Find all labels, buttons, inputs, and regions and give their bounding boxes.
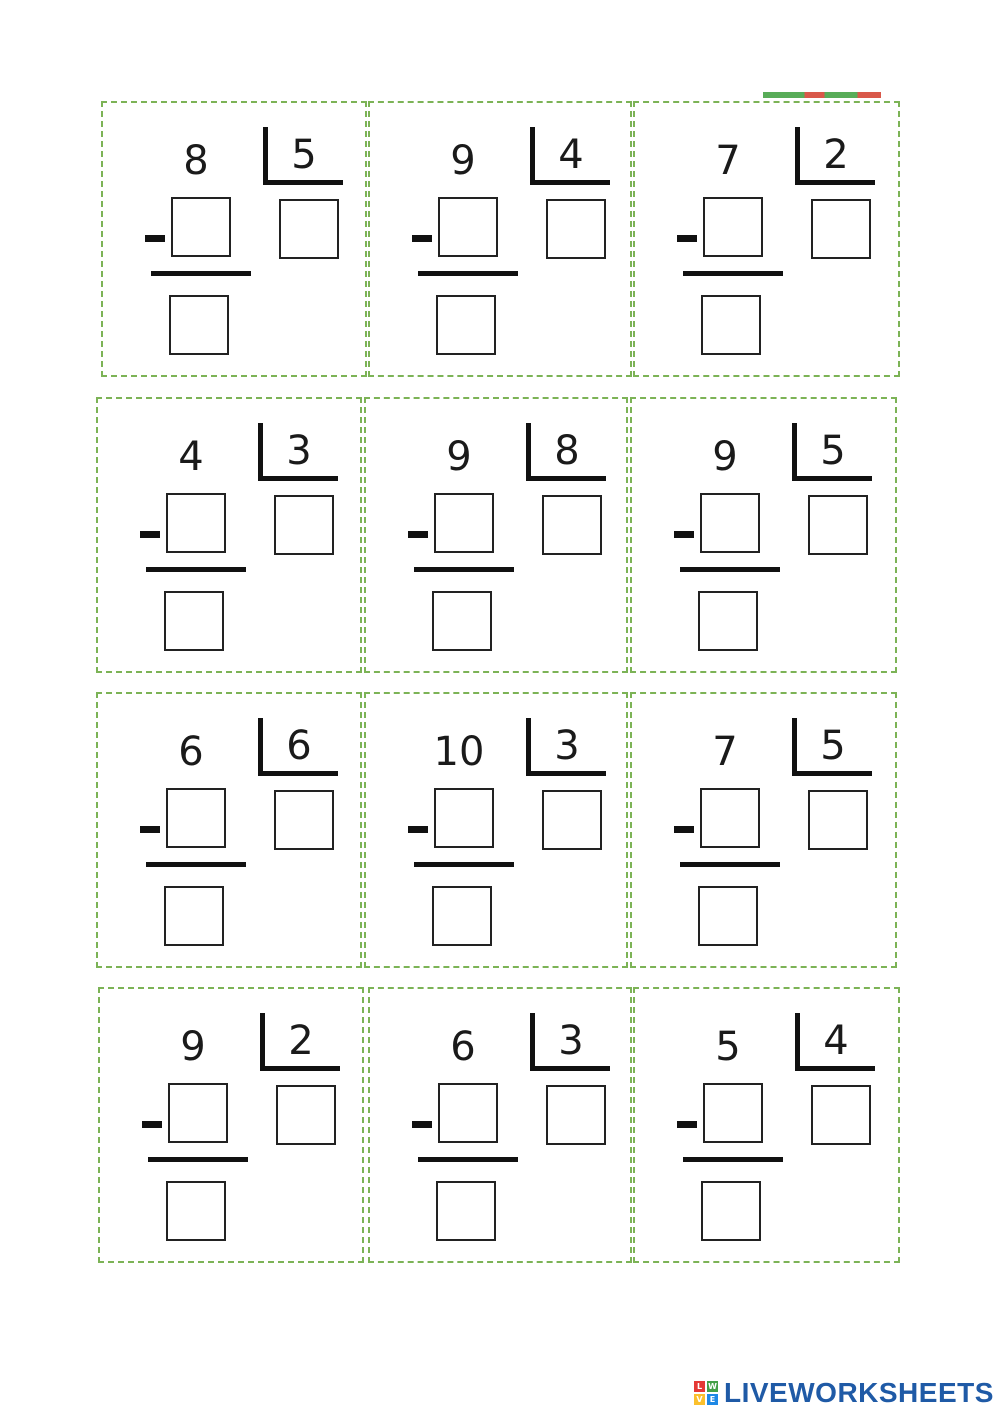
quotient-input-box[interactable] bbox=[546, 1085, 606, 1145]
division-bracket bbox=[263, 127, 343, 185]
quotient-input-box[interactable] bbox=[279, 199, 339, 259]
product-input-box[interactable] bbox=[434, 493, 494, 553]
remainder-input-box[interactable] bbox=[698, 886, 758, 946]
bracket-vertical-line bbox=[792, 423, 797, 481]
problem-card bbox=[364, 397, 628, 673]
quotient-input-box[interactable] bbox=[811, 199, 871, 259]
header-decoration bbox=[763, 92, 881, 98]
dividend: 7 bbox=[712, 729, 738, 775]
remainder-input-box[interactable] bbox=[436, 1181, 496, 1241]
bracket-horizontal-line bbox=[258, 476, 338, 481]
remainder-input-box[interactable] bbox=[166, 1181, 226, 1241]
quotient-input-box[interactable] bbox=[808, 495, 868, 555]
product-input-box[interactable] bbox=[171, 197, 231, 257]
minus-sign bbox=[140, 826, 160, 833]
divisor: 2 bbox=[823, 132, 849, 178]
subtraction-line bbox=[680, 567, 780, 572]
division-bracket bbox=[526, 423, 606, 481]
subtraction-line bbox=[414, 567, 514, 572]
product-input-box[interactable] bbox=[703, 197, 763, 257]
logo-letter: L bbox=[694, 1381, 705, 1392]
division-bracket bbox=[258, 718, 338, 776]
remainder-input-box[interactable] bbox=[698, 591, 758, 651]
divisor: 2 bbox=[288, 1018, 314, 1064]
division-bracket bbox=[260, 1013, 340, 1071]
bracket-vertical-line bbox=[258, 718, 263, 776]
dividend: 8 bbox=[183, 138, 209, 184]
dividend: 9 bbox=[450, 138, 476, 184]
problem-card bbox=[630, 692, 897, 968]
subtraction-line bbox=[146, 567, 246, 572]
quotient-input-box[interactable] bbox=[276, 1085, 336, 1145]
logo-letter: E bbox=[707, 1394, 718, 1405]
minus-sign bbox=[140, 531, 160, 538]
dividend: 9 bbox=[180, 1024, 206, 1070]
bracket-vertical-line bbox=[258, 423, 263, 481]
divisor: 4 bbox=[823, 1018, 849, 1064]
minus-sign bbox=[408, 826, 428, 833]
quotient-input-box[interactable] bbox=[542, 790, 602, 850]
subtraction-line bbox=[148, 1157, 248, 1162]
quotient-input-box[interactable] bbox=[274, 790, 334, 850]
divisor: 5 bbox=[820, 723, 846, 769]
minus-sign bbox=[145, 235, 165, 242]
divisor: 5 bbox=[820, 428, 846, 474]
division-bracket bbox=[530, 1013, 610, 1071]
dividend: 9 bbox=[712, 434, 738, 480]
bracket-horizontal-line bbox=[795, 180, 875, 185]
product-input-box[interactable] bbox=[166, 788, 226, 848]
minus-sign bbox=[677, 1121, 697, 1128]
subtraction-line bbox=[683, 271, 783, 276]
divisor: 3 bbox=[558, 1018, 584, 1064]
minus-sign bbox=[674, 826, 694, 833]
divisor: 4 bbox=[558, 132, 584, 178]
logo-text: LIVEWORKSHEETS bbox=[724, 1377, 994, 1408]
dividend: 9 bbox=[446, 434, 472, 480]
bracket-vertical-line bbox=[526, 423, 531, 481]
dividend: 4 bbox=[178, 434, 204, 480]
problem-card bbox=[96, 692, 362, 968]
bracket-horizontal-line bbox=[258, 771, 338, 776]
bracket-horizontal-line bbox=[530, 1066, 610, 1071]
subtraction-line bbox=[418, 1157, 518, 1162]
remainder-input-box[interactable] bbox=[436, 295, 496, 355]
logo-letter: V bbox=[694, 1394, 705, 1405]
bracket-vertical-line bbox=[530, 127, 535, 185]
division-bracket bbox=[530, 127, 610, 185]
divisor: 5 bbox=[291, 132, 317, 178]
bracket-horizontal-line bbox=[795, 1066, 875, 1071]
bracket-horizontal-line bbox=[526, 476, 606, 481]
product-input-box[interactable] bbox=[438, 197, 498, 257]
quotient-input-box[interactable] bbox=[274, 495, 334, 555]
quotient-input-box[interactable] bbox=[542, 495, 602, 555]
division-bracket bbox=[792, 718, 872, 776]
division-bracket bbox=[526, 718, 606, 776]
division-bracket bbox=[795, 1013, 875, 1071]
divisor: 3 bbox=[286, 428, 312, 474]
division-bracket bbox=[258, 423, 338, 481]
remainder-input-box[interactable] bbox=[432, 886, 492, 946]
bracket-vertical-line bbox=[795, 127, 800, 185]
minus-sign bbox=[677, 235, 697, 242]
bracket-horizontal-line bbox=[263, 180, 343, 185]
problem-card bbox=[101, 101, 367, 377]
divisor: 8 bbox=[554, 428, 580, 474]
division-bracket bbox=[792, 423, 872, 481]
minus-sign bbox=[408, 531, 428, 538]
subtraction-line bbox=[146, 862, 246, 867]
divisor: 3 bbox=[554, 723, 580, 769]
product-input-box[interactable] bbox=[700, 493, 760, 553]
product-input-box[interactable] bbox=[434, 788, 494, 848]
product-input-box[interactable] bbox=[700, 788, 760, 848]
quotient-input-box[interactable] bbox=[811, 1085, 871, 1145]
product-input-box[interactable] bbox=[438, 1083, 498, 1143]
bracket-horizontal-line bbox=[526, 771, 606, 776]
bracket-horizontal-line bbox=[260, 1066, 340, 1071]
remainder-input-box[interactable] bbox=[164, 886, 224, 946]
problem-card bbox=[98, 987, 364, 1263]
remainder-input-box[interactable] bbox=[164, 591, 224, 651]
dividend: 7 bbox=[715, 138, 741, 184]
bracket-horizontal-line bbox=[792, 771, 872, 776]
remainder-input-box[interactable] bbox=[701, 1181, 761, 1241]
product-input-box[interactable] bbox=[168, 1083, 228, 1143]
problem-card bbox=[96, 397, 362, 673]
product-input-box[interactable] bbox=[166, 493, 226, 553]
minus-sign bbox=[412, 235, 432, 242]
bracket-vertical-line bbox=[792, 718, 797, 776]
logo-icon bbox=[694, 1381, 718, 1405]
quotient-input-box[interactable] bbox=[808, 790, 868, 850]
dividend: 6 bbox=[450, 1024, 476, 1070]
subtraction-line bbox=[418, 271, 518, 276]
remainder-input-box[interactable] bbox=[701, 295, 761, 355]
bracket-vertical-line bbox=[795, 1013, 800, 1071]
bracket-vertical-line bbox=[530, 1013, 535, 1071]
liveworksheets-logo bbox=[694, 1376, 994, 1410]
bracket-horizontal-line bbox=[530, 180, 610, 185]
division-bracket bbox=[795, 127, 875, 185]
divisor: 6 bbox=[286, 723, 312, 769]
dividend: 10 bbox=[433, 729, 485, 775]
problem-card bbox=[630, 397, 897, 673]
remainder-input-box[interactable] bbox=[169, 295, 229, 355]
subtraction-line bbox=[414, 862, 514, 867]
subtraction-line bbox=[151, 271, 251, 276]
problem-card bbox=[633, 101, 900, 377]
problem-card bbox=[633, 987, 900, 1263]
problem-card bbox=[368, 101, 632, 377]
problem-card bbox=[368, 987, 632, 1263]
minus-sign bbox=[142, 1121, 162, 1128]
minus-sign bbox=[412, 1121, 432, 1128]
subtraction-line bbox=[680, 862, 780, 867]
product-input-box[interactable] bbox=[703, 1083, 763, 1143]
subtraction-line bbox=[683, 1157, 783, 1162]
bracket-vertical-line bbox=[260, 1013, 265, 1071]
minus-sign bbox=[674, 531, 694, 538]
bracket-vertical-line bbox=[263, 127, 268, 185]
problem-card bbox=[364, 692, 628, 968]
bracket-horizontal-line bbox=[792, 476, 872, 481]
remainder-input-box[interactable] bbox=[432, 591, 492, 651]
dividend: 5 bbox=[715, 1024, 741, 1070]
bracket-vertical-line bbox=[526, 718, 531, 776]
dividend: 6 bbox=[178, 729, 204, 775]
logo-letter: W bbox=[708, 1382, 717, 1391]
quotient-input-box[interactable] bbox=[546, 199, 606, 259]
